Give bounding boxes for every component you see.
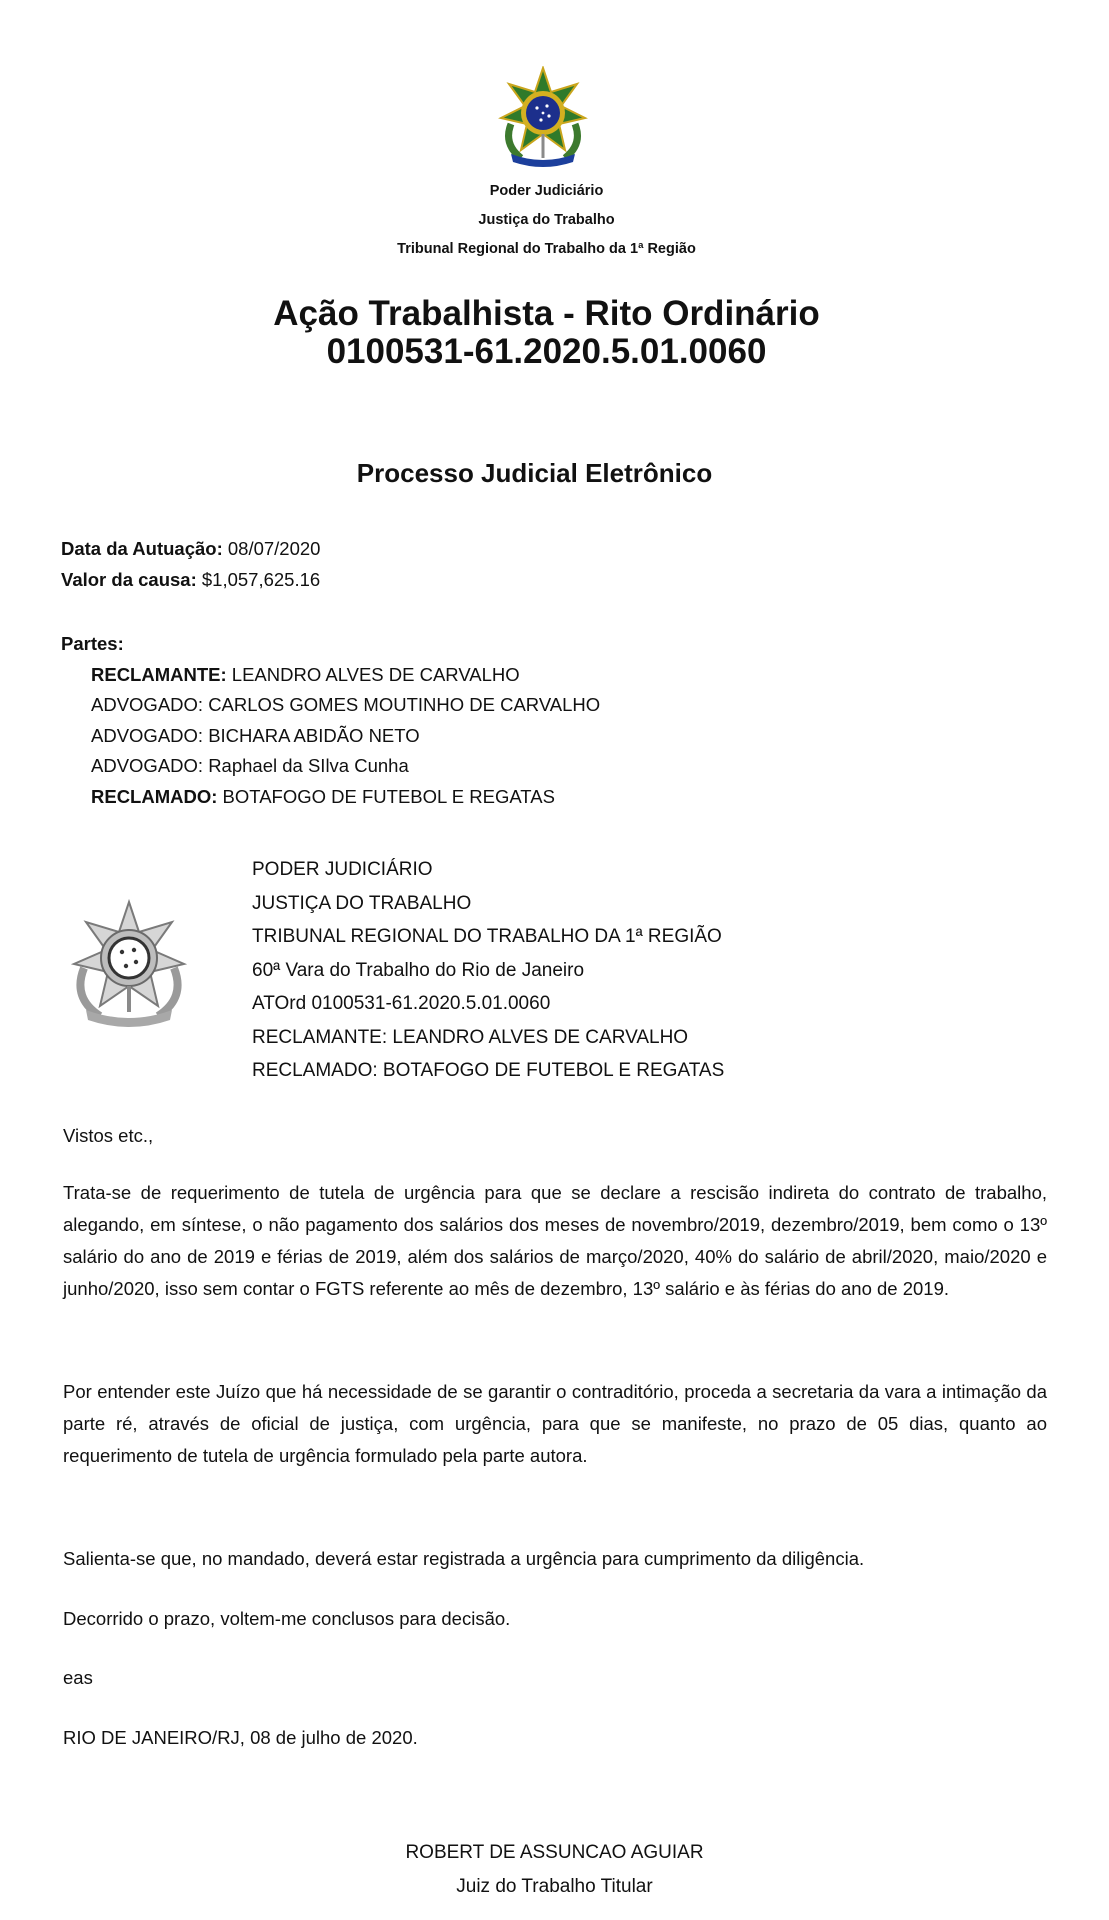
title-line-1: Ação Trabalhista - Rito Ordinário	[273, 294, 820, 333]
reclamado-value: BOTAFOGO DE FUTEBOL E REGATAS	[222, 785, 555, 807]
parties-heading: Partes:	[61, 633, 124, 654]
valor-label: Valor da causa:	[61, 569, 197, 590]
autuacao-row	[61, 533, 320, 564]
reclamante-label: RECLAMANTE:	[91, 663, 227, 685]
reclamante-row	[61, 660, 600, 691]
paragraph-date-place: RIO DE JANEIRO/RJ, 08 de julho de 2020.	[63, 1727, 418, 1748]
header-line-1: Poder Judiciário	[489, 183, 604, 199]
court-line-2: JUSTIÇA DO TRABALHO	[252, 892, 472, 914]
advogado-row-2: ADVOGADO: BICHARA ABIDÃO NETO	[91, 724, 420, 746]
document-title	[0, 295, 1093, 371]
document-subtitle: Processo Judicial Eletrônico	[356, 458, 713, 488]
valor-value: $1,057,625.16	[201, 569, 321, 590]
reclamado-label: RECLAMADO:	[91, 785, 218, 807]
signature-role: Juiz do Trabalho Titular	[456, 1876, 653, 1897]
signature-name: ROBERT DE ASSUNCAO AGUIAR	[405, 1842, 704, 1863]
reclamante-value: LEANDRO ALVES DE CARVALHO	[231, 663, 520, 685]
paragraph-prazo: Decorrido o prazo, voltem-me conclusos para decisão.	[63, 1608, 511, 1629]
autuacao-value: 08/07/2020	[227, 538, 321, 559]
court-line-1: PODER JUDICIÁRIO	[252, 859, 433, 880]
court-line-4: 60ª Vara do Trabalho do Rio de Janeiro	[252, 959, 585, 981]
institution-header	[0, 177, 1093, 264]
reclamado-row	[61, 782, 600, 813]
court-line-3: TRIBUNAL REGIONAL DO TRABALHO DA 1ª REGIÃO	[252, 926, 722, 947]
header-line-3: Tribunal Regional do Trabalho da 1ª Região	[397, 241, 696, 257]
title-line-2: 0100531-61.2020.5.01.0060	[326, 332, 767, 371]
case-metadata	[61, 533, 320, 595]
paragraph-mandado: Salienta-se que, no mandado, deverá estar registrada a urgência para cumprimento da diligência.	[63, 1548, 865, 1569]
paragraph-contraditorio: Por entender este Juízo que há necessidade de se garantir o contraditório, proceda a secretaria da vara a intimação da parte ré, através de oficial de justiça, com urgência, para que se manifeste, no prazo de 05 dias, quanto ao requerimento de tutela de urgência formulado pela parte autora.	[63, 1381, 1047, 1466]
court-line-5: ATOrd 0100531-61.2020.5.01.0060	[252, 993, 551, 1014]
parties-section	[61, 629, 600, 812]
autuacao-label: Data da Autuação:	[61, 538, 223, 559]
coat-of-arms-icon	[497, 66, 589, 168]
court-line-7: RECLAMADO: BOTAFOGO DE FUTEBOL E REGATAS	[252, 1060, 725, 1081]
advogado-row-3: ADVOGADO: Raphael da SIlva Cunha	[91, 755, 409, 776]
advogado-row-1: ADVOGADO: CARLOS GOMES MOUTINHO DE CARVALHO	[91, 694, 601, 715]
header-line-2: Justiça do Trabalho	[478, 212, 615, 228]
paragraph-vistos: Vistos etc.,	[63, 1125, 154, 1146]
paragraph-initials: eas	[63, 1667, 93, 1688]
valor-row	[61, 564, 320, 595]
coat-of-arms-gray-icon	[66, 898, 192, 1028]
paragraph-tutela: Trata-se de requerimento de tutela de urgência para que se declare a rescisão indireta do contrato de trabalho, alegando, em síntese, o não pagamento dos salários dos meses de novembro/2019, dezembro/2019, bem como o 13º salário do ano de 2019 e férias de 2019, além dos salários de março/2020, 40% do salário de abril/2020, maio/2020 e junho/2020, isso sem contar o FGTS referente ao mês de dezembro, 13º salário e às férias do ano de 2019.	[63, 1182, 1047, 1299]
court-line-6: RECLAMANTE: LEANDRO ALVES DE CARVALHO	[252, 1026, 689, 1048]
court-header-block	[252, 853, 724, 1088]
